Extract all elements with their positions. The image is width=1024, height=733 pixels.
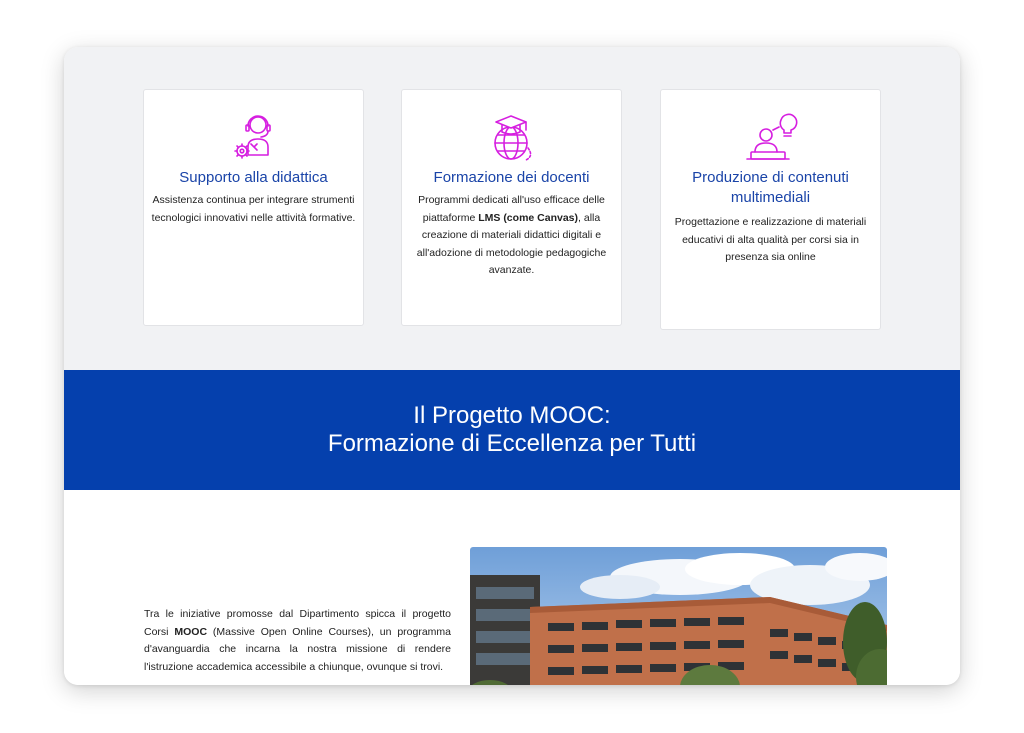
service-title: Supporto alla didattica [179,169,328,186]
mooc-description: Tra le iniziative promosse dal Dipartimento spicca il progetto Corsi MOOC (Massive Open Online Courses), un programma d'avanguardia che incarna la nostra missione di rendere l'istruzione accademica accessibile a chiunque, ovunque si trovi. [144,608,452,673]
mooc-section [64,490,960,685]
headset-gear-icon [224,108,284,168]
university-building-photo [470,547,887,685]
service-description: Programmi dedicati all'uso efficace delle piattaforme LMS (come Canvas), alla creazione di materiali didattici digitali e all'adozione di metodologie pedagogiche avanzate. [416,194,607,276]
graduation-globe-icon [482,108,542,168]
services-section [64,47,960,370]
service-description: Assistenza continua per integrare strumenti tecnologici innovativi nelle attività formative. [151,194,356,224]
service-title: Produzione di contenuti multimediali [692,169,849,206]
banner-title-line2: Formazione di Eccellenza per Tutti [327,430,697,457]
service-card-supporto [143,89,364,326]
person-idea-laptop-icon [741,108,801,168]
mooc-banner [64,370,960,490]
service-description: Progettazione e realizzazione di materiali educativi di alta qualità per corsi sia in presenza sia online [674,216,867,263]
service-card-produzione [660,89,881,330]
service-title: Formazione dei docenti [433,169,590,186]
banner-title-line1: Il Progetto MOOC: [413,402,611,429]
service-card-formazione [401,89,622,326]
page-frame [64,47,960,685]
